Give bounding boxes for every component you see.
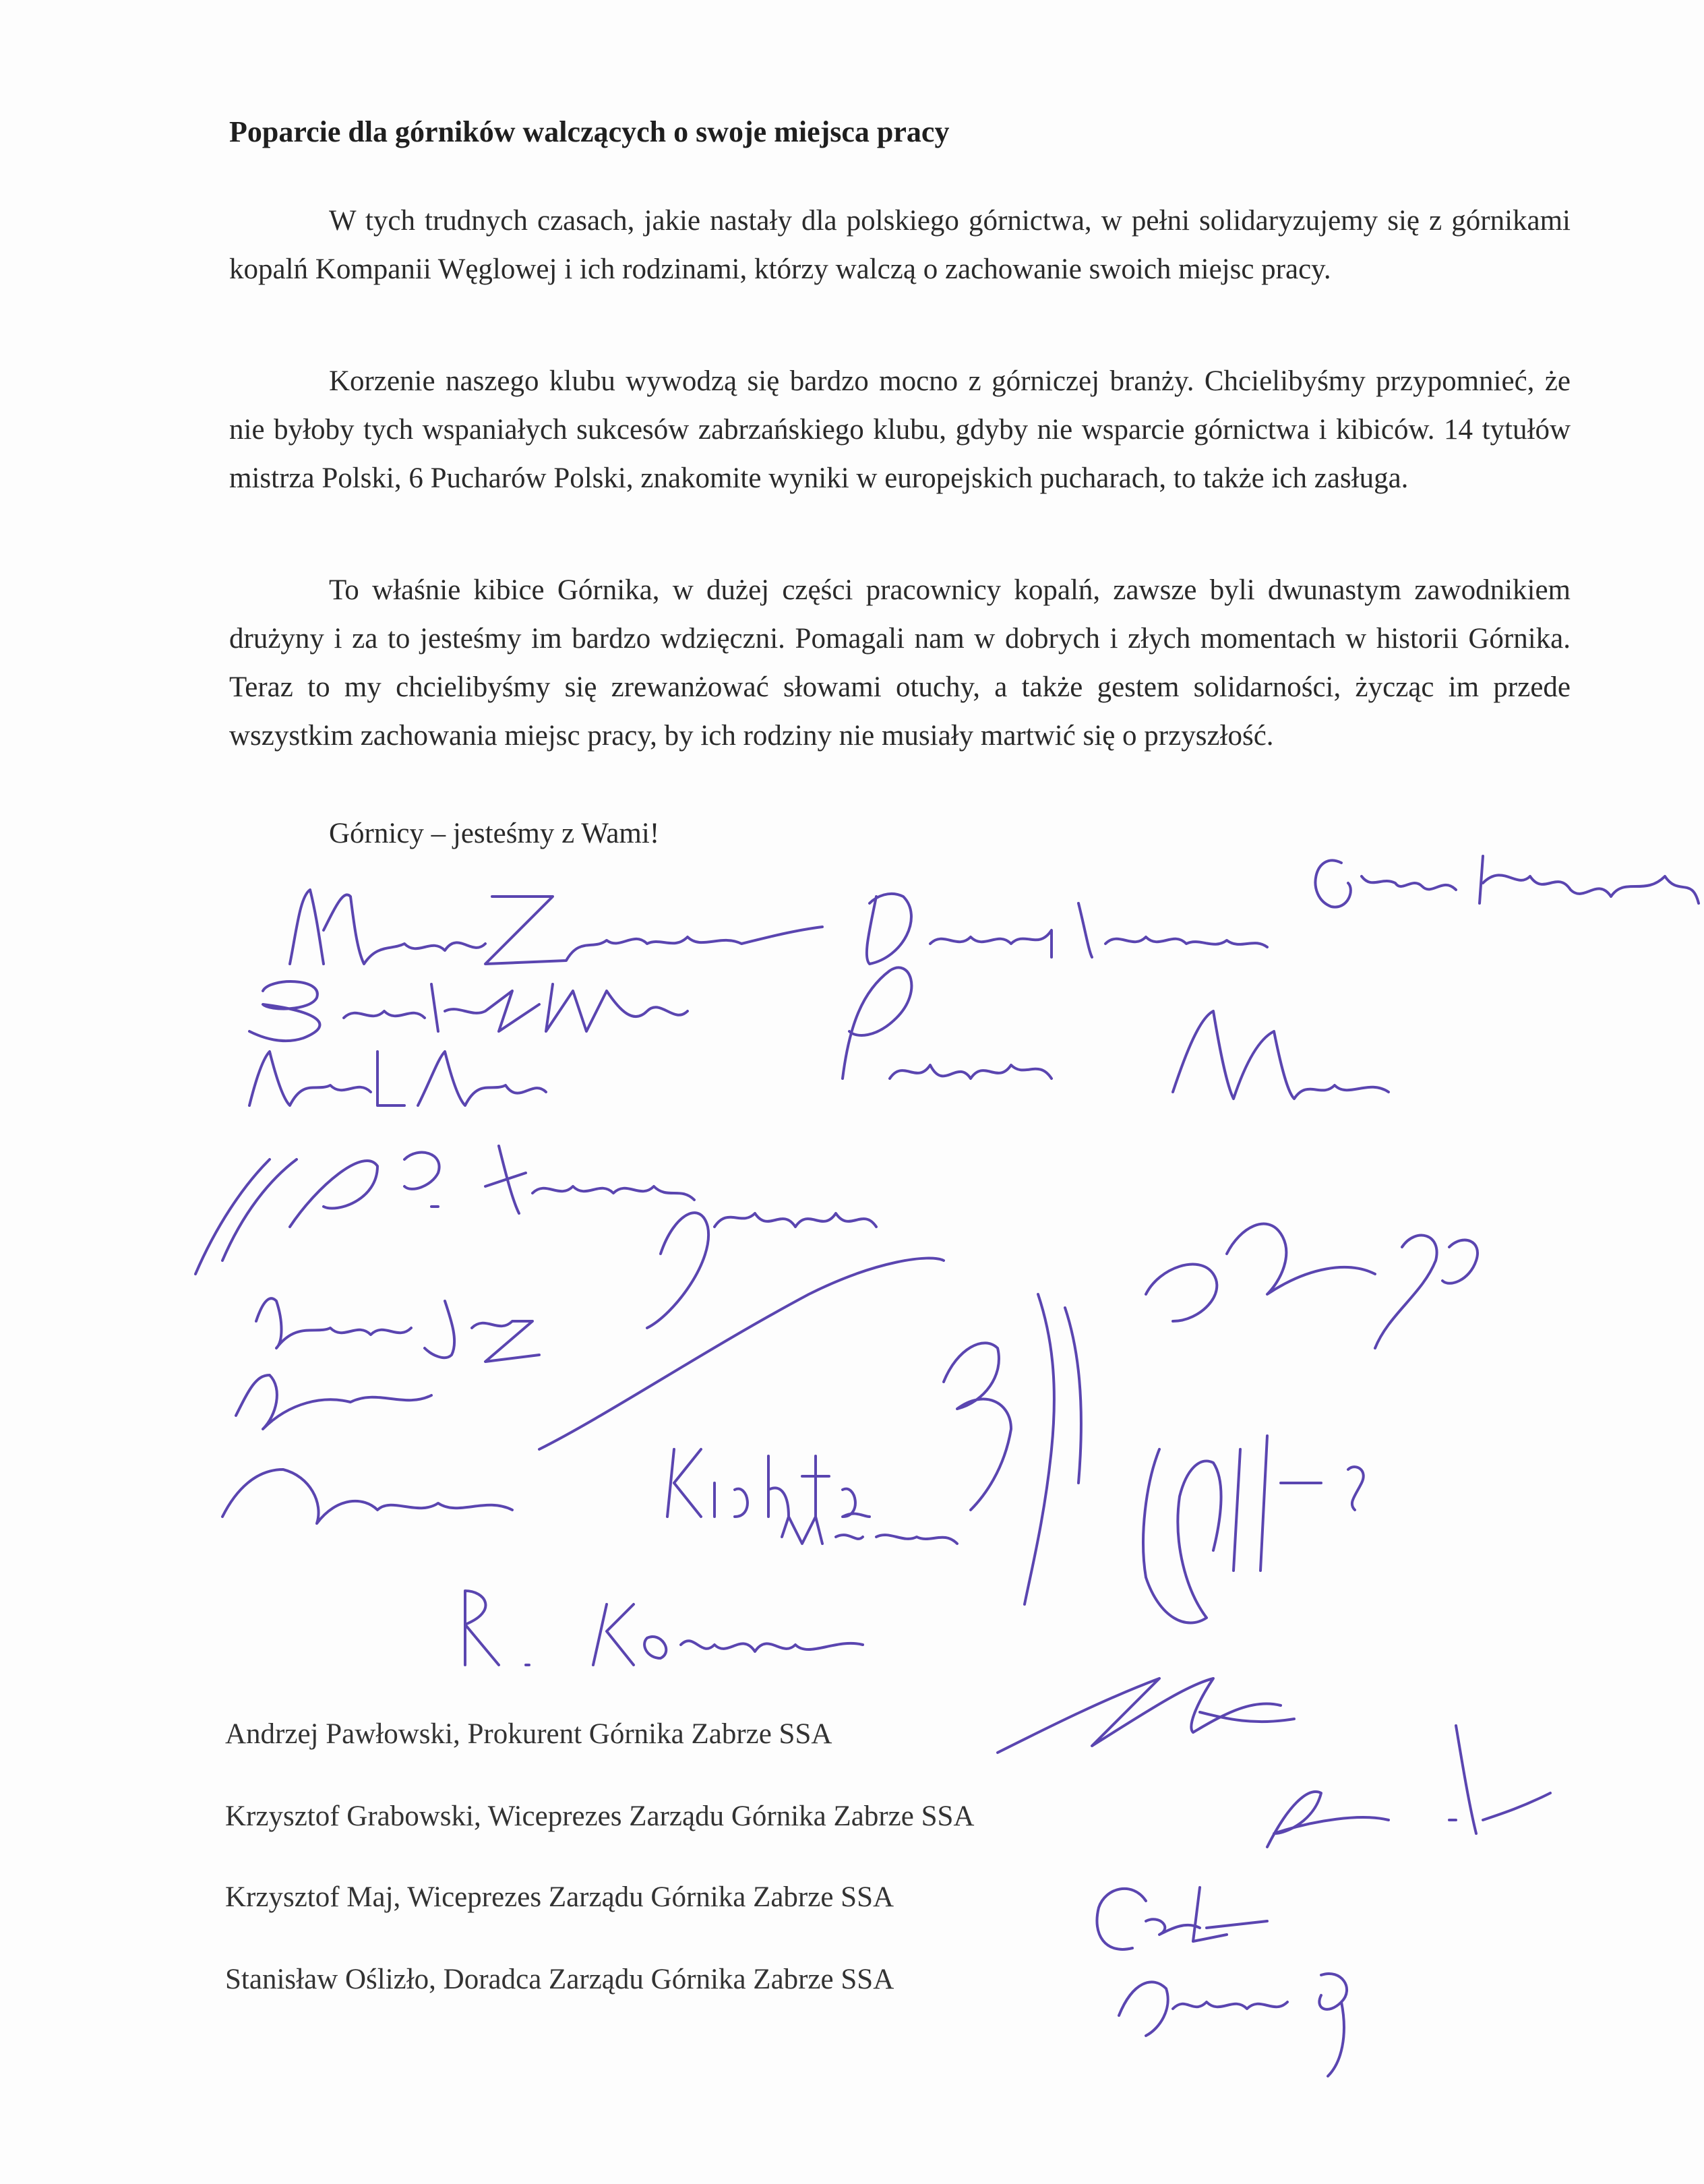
paragraph-1-text: W tych trudnych czasach, jakie nastały dla polskiego górnictwa, w pełni solidaryzujemy się z górnikami kopalń Kompanii Węglowej i ich rodzinami, którzy walczą o zachowanie swoich miejsc pracy. — [229, 205, 1571, 285]
signature-mariusz-magiera — [249, 1052, 546, 1105]
signature-krzysztof-maj — [1097, 1887, 1267, 1949]
signature-mateusz-zachara — [290, 890, 822, 964]
signatory-2: Krzysztof Grabowski, Wiceprezes Zarządu Górnika Zabrze SSA — [225, 1800, 975, 1832]
signature-scribble-2 — [222, 1375, 512, 1523]
signature-bartosz-iwan — [249, 981, 688, 1041]
signature-robert-jez — [256, 1298, 539, 1362]
paragraph-2 — [229, 357, 1571, 503]
signatory-4: Stanisław Oślizło, Doradca Zarządu Górnika Zabrze SSA — [225, 1964, 894, 1995]
signatory-3: Krzysztof Maj, Wiceprezes Zarządu Górnika Zabrze SSA — [225, 1881, 894, 1913]
signature-danch-adam — [867, 894, 1267, 964]
signatory-1: Andrzej Pawłowski, Prokurent Górnika Zabrze SSA — [225, 1718, 832, 1750]
signature-krzysztof-grabowski — [1267, 1726, 1550, 1847]
signature-scribble-4 — [1143, 1436, 1364, 1623]
paragraph-3 — [229, 566, 1571, 760]
signature-flourish-1 — [539, 1213, 944, 1449]
signature-andrzej-pawlowski — [998, 1678, 1294, 1753]
paragraph-3-text: To właśnie kibice Górnika, w dużej części pracownicy kopalń, zawsze byli dwunastym zawodnikiem drużyny i za to jesteśmy im bardzo wdzięczni. Pomagali nam w dobrych i złych momentach w historii Górnika. Teraz to my chcielibyśmy się zrewanżować słowami otuchy, a także gestem solidarności, życząc im przede wszystkim zachowania miejsc pracy, by ich rodziny nie musiały martwić się o przyszłość. — [229, 574, 1571, 752]
signature-przybylski — [843, 967, 1389, 1099]
signature-scribble-3 — [944, 1224, 1478, 1604]
document-title: Poparcie dla górników walczących o swoje miejsca pracy — [229, 115, 950, 148]
signature-lukasz — [195, 1146, 694, 1274]
closing-line: Górnicy – jesteśmy z Wami! — [329, 818, 660, 849]
paragraph-1 — [229, 197, 1571, 294]
paragraph-2-text: Korzenie naszego klubu wywodzą się bardzo mocno z górniczej branży. Chcielibyśmy przypomnieć, że nie byłoby tych wspaniałych sukcesów zabrzańskiego klubu, gdyby nie wsparcie górnictwa i kibiców. 14 tytułów mistrza Polski, 6 Pucharów Polski, znakomite wyniki w europejskich pucharach, to także ich zasługa. — [229, 365, 1571, 494]
signature-kichta — [667, 1449, 957, 1544]
signature-r-kosznik — [465, 1591, 863, 1665]
signature-stanislaw-oslizlo — [1119, 1974, 1347, 2076]
signature-grzegorz-kasprzik — [1315, 856, 1699, 907]
